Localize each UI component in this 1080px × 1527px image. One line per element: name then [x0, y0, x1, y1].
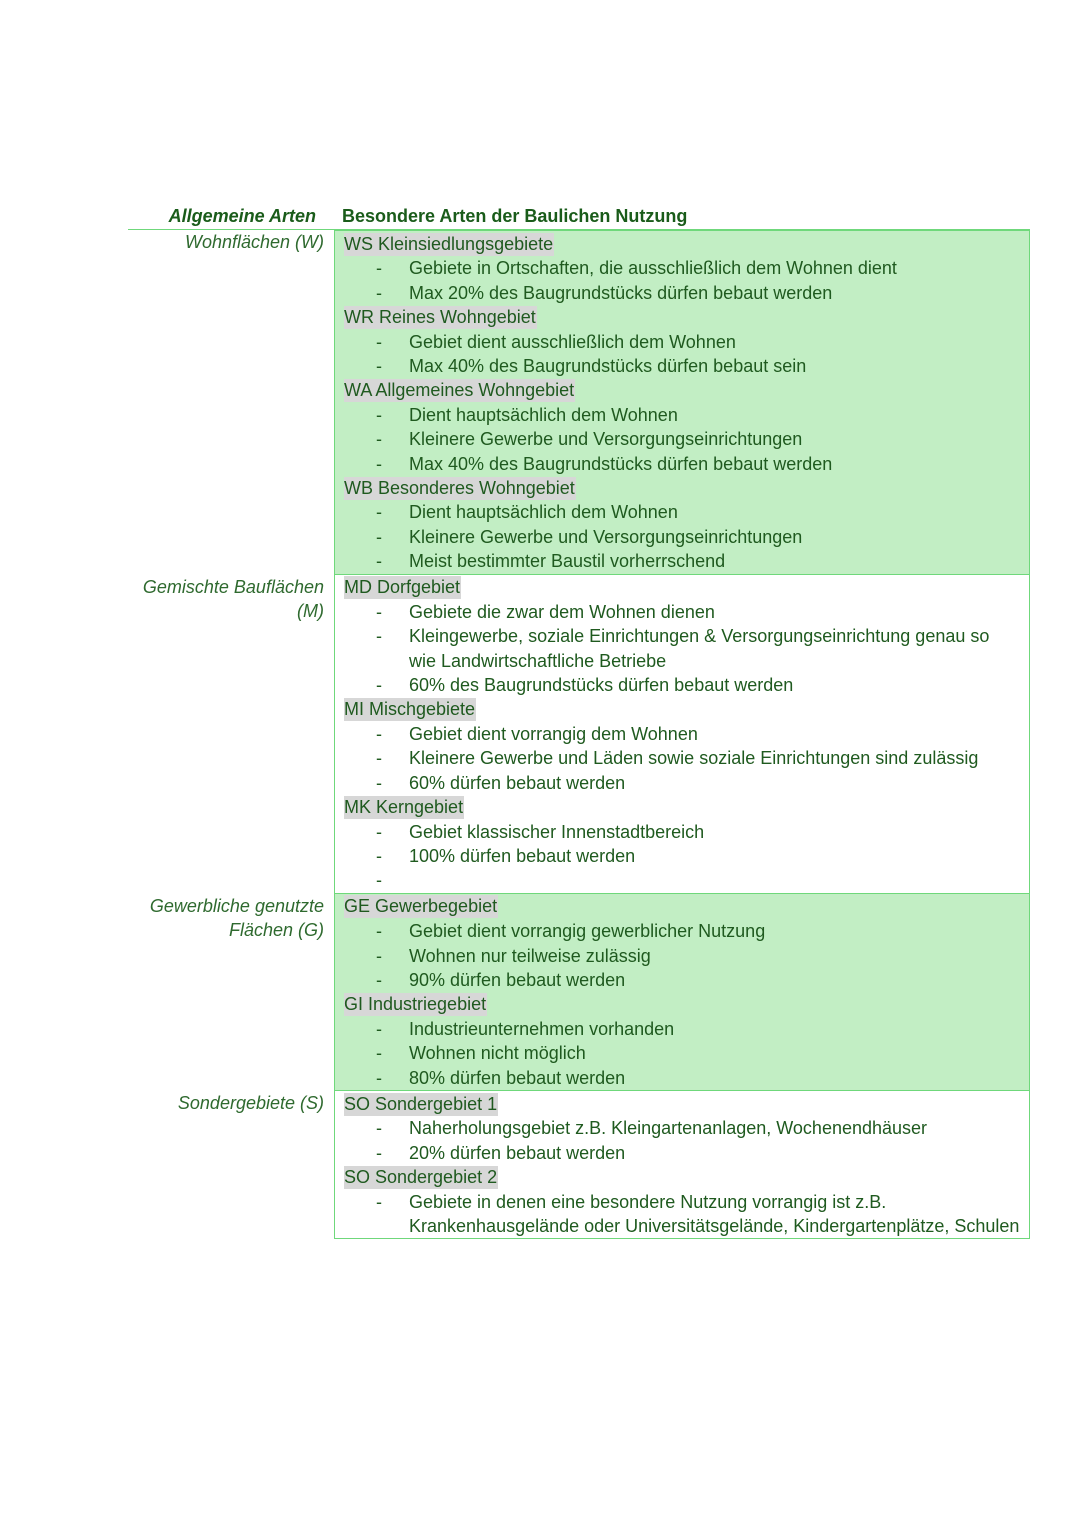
dash-bullet: -: [376, 772, 382, 793]
list-item: [344, 820, 1021, 844]
list-item-text: 80% dürfen bebaut werden: [409, 1067, 626, 1088]
list-item-text: [409, 870, 414, 890]
list-item: [344, 549, 1021, 573]
zone-item-list: [344, 330, 1021, 379]
dash-bullet: -: [376, 429, 382, 450]
zone-title: SO Sondergebiet 2: [344, 1166, 498, 1187]
header-special-types: Besondere Arten der Baulichen Nutzung: [342, 206, 688, 226]
zone-item-list: [344, 820, 1021, 893]
list-item-text: 90% dürfen bebaut werden: [409, 969, 626, 990]
list-item-text: Kleinere Gewerbe und Versorgungseinrichtungen: [409, 429, 803, 450]
list-item: [344, 868, 1021, 892]
dash-bullet: -: [376, 526, 382, 547]
dash-bullet: -: [376, 453, 382, 474]
dash-bullet: -: [376, 845, 382, 866]
list-item-text: Wohnen nur teilweise zulässig: [409, 945, 651, 966]
list-item-text: Gebiet dient vorrangig gewerblicher Nutzung: [409, 921, 766, 942]
list-item: [344, 944, 1021, 968]
category-details: [334, 1091, 1030, 1239]
list-item: [344, 500, 1021, 524]
list-item-text: Gebiete in denen eine besondere Nutzung vorrangig ist z.B. Krankenhausgelände oder Universitätsgelände, Kindergartenplätze, Schulen: [409, 1191, 1020, 1236]
list-item-text: Max 20% des Baugrundstücks dürfen bebaut werden: [409, 282, 833, 303]
list-item: [344, 1041, 1021, 1065]
list-item: [344, 844, 1021, 868]
header-general-types: Allgemeine Arten: [168, 206, 316, 226]
category-details: [334, 575, 1030, 894]
dash-bullet: -: [376, 723, 382, 744]
zone-title: WS Kleinsiedlungsgebiete: [344, 233, 554, 254]
list-item-text: Gebiet dient ausschließlich dem Wohnen: [409, 331, 736, 352]
list-item-text: Max 40% des Baugrundstücks dürfen bebaut werden: [409, 453, 833, 474]
list-item: [344, 1116, 1021, 1140]
list-item-text: Gebiet dient vorrangig dem Wohnen: [409, 723, 698, 744]
list-item: [344, 771, 1021, 795]
category-details: [334, 894, 1030, 1091]
category-details: [334, 230, 1030, 575]
zone-title: GE Gewerbegebiet: [344, 896, 498, 917]
category-row: [128, 575, 1030, 894]
list-item: [344, 624, 1021, 673]
dash-bullet: -: [376, 921, 382, 942]
dash-bullet: -: [376, 502, 382, 523]
dash-bullet: -: [376, 969, 382, 990]
table-body: [128, 230, 1030, 1239]
list-item-text: Gebiete die zwar dem Wohnen dienen: [409, 601, 715, 622]
dash-bullet: -: [376, 626, 382, 647]
list-item: [344, 1066, 1021, 1090]
list-item: [344, 256, 1021, 280]
dash-bullet: -: [376, 1142, 382, 1163]
zone-title: GI Industriegebiet: [344, 994, 487, 1015]
list-item: [344, 330, 1021, 354]
list-item: [344, 1017, 1021, 1041]
list-item-text: 20% dürfen bebaut werden: [409, 1142, 626, 1163]
list-item-text: Gebiete in Ortschaften, die ausschließlich dem Wohnen dient: [409, 258, 897, 279]
dash-bullet: -: [376, 870, 382, 891]
zone-title: MI Mischgebiete: [344, 699, 476, 720]
dash-bullet: -: [376, 1043, 382, 1064]
dash-bullet: -: [376, 258, 382, 279]
category-label: Gewerbliche genutzte Flächen (G): [149, 895, 324, 941]
dash-bullet: -: [376, 355, 382, 376]
list-item: [344, 452, 1021, 476]
category-row: [128, 894, 1030, 1091]
dash-bullet: -: [376, 551, 382, 572]
dash-bullet: -: [376, 282, 382, 303]
zone-item-list: [344, 1017, 1021, 1090]
list-item-text: 60% des Baugrundstücks dürfen bebaut werden: [409, 675, 794, 696]
list-item-text: Dient hauptsächlich dem Wohnen: [409, 502, 678, 523]
dash-bullet: -: [376, 748, 382, 769]
zone-title: SO Sondergebiet 1: [344, 1093, 498, 1114]
land-use-table: [128, 203, 1030, 1239]
zone-item-list: [344, 500, 1021, 573]
list-item: [344, 1141, 1021, 1165]
dash-bullet: -: [376, 821, 382, 842]
category-label: Sondergebiete (S): [177, 1092, 324, 1113]
dash-bullet: -: [376, 404, 382, 425]
table-header: [128, 203, 1030, 230]
dash-bullet: -: [376, 331, 382, 352]
list-item-text: Kleinere Gewerbe und Läden sowie soziale Einrichtungen sind zulässig: [409, 748, 979, 769]
zone-item-list: [344, 722, 1021, 795]
list-item: [344, 281, 1021, 305]
zone-title: MD Dorfgebiet: [344, 577, 461, 598]
dash-bullet: -: [376, 1118, 382, 1139]
list-item: [344, 600, 1021, 624]
list-item-text: Kleingewerbe, soziale Einrichtungen & Versorgungseinrichtung genau so wie Landwirtschaftliche Betriebe: [409, 626, 990, 671]
list-item: [344, 673, 1021, 697]
list-item-text: Dient hauptsächlich dem Wohnen: [409, 404, 678, 425]
list-item: [344, 1190, 1021, 1239]
list-item: [344, 746, 1021, 770]
zone-title: WB Besonderes Wohngebiet: [344, 477, 575, 498]
zone-item-list: [344, 256, 1021, 305]
zone-item-list: [344, 1116, 1021, 1165]
list-item: [344, 722, 1021, 746]
dash-bullet: -: [376, 675, 382, 696]
list-item: [344, 427, 1021, 451]
list-item-text: Naherholungsgebiet z.B. Kleingartenanlagen, Wochenendhäuser: [409, 1118, 928, 1139]
dash-bullet: -: [376, 1191, 382, 1212]
zone-item-list: [344, 1190, 1021, 1239]
dash-bullet: -: [376, 601, 382, 622]
dash-bullet: -: [376, 1018, 382, 1039]
category-label: Wohnflächen (W): [184, 232, 324, 252]
dash-bullet: -: [376, 945, 382, 966]
category-row: [128, 1091, 1030, 1239]
list-item-text: Meist bestimmter Baustil vorherrschend: [409, 551, 726, 572]
zone-title: WR Reines Wohngebiet: [344, 306, 536, 327]
zone-title: WA Allgemeines Wohngebiet: [344, 380, 575, 401]
list-item: [344, 919, 1021, 943]
list-item-text: Wohnen nicht möglich: [409, 1043, 586, 1064]
list-item: [344, 525, 1021, 549]
list-item-text: Gebiet klassischer Innenstadtbereich: [409, 821, 705, 842]
list-item-text: Industrieunternehmen vorhanden: [409, 1018, 675, 1039]
list-item-text: 60% dürfen bebaut werden: [409, 772, 626, 793]
zone-item-list: [344, 600, 1021, 698]
zone-title: MK Kerngebiet: [344, 796, 464, 817]
zone-item-list: [344, 403, 1021, 476]
category-row: [128, 230, 1030, 575]
zone-item-list: [344, 919, 1021, 992]
list-item: [344, 403, 1021, 427]
list-item: [344, 354, 1021, 378]
list-item-text: Kleinere Gewerbe und Versorgungseinrichtungen: [409, 526, 803, 547]
list-item-text: 100% dürfen bebaut werden: [409, 845, 636, 866]
category-label: Gemischte Bauflächen (M): [142, 576, 324, 621]
list-item-text: Max 40% des Baugrundstücks dürfen bebaut sein: [409, 355, 807, 376]
list-item: [344, 968, 1021, 992]
dash-bullet: -: [376, 1067, 382, 1088]
